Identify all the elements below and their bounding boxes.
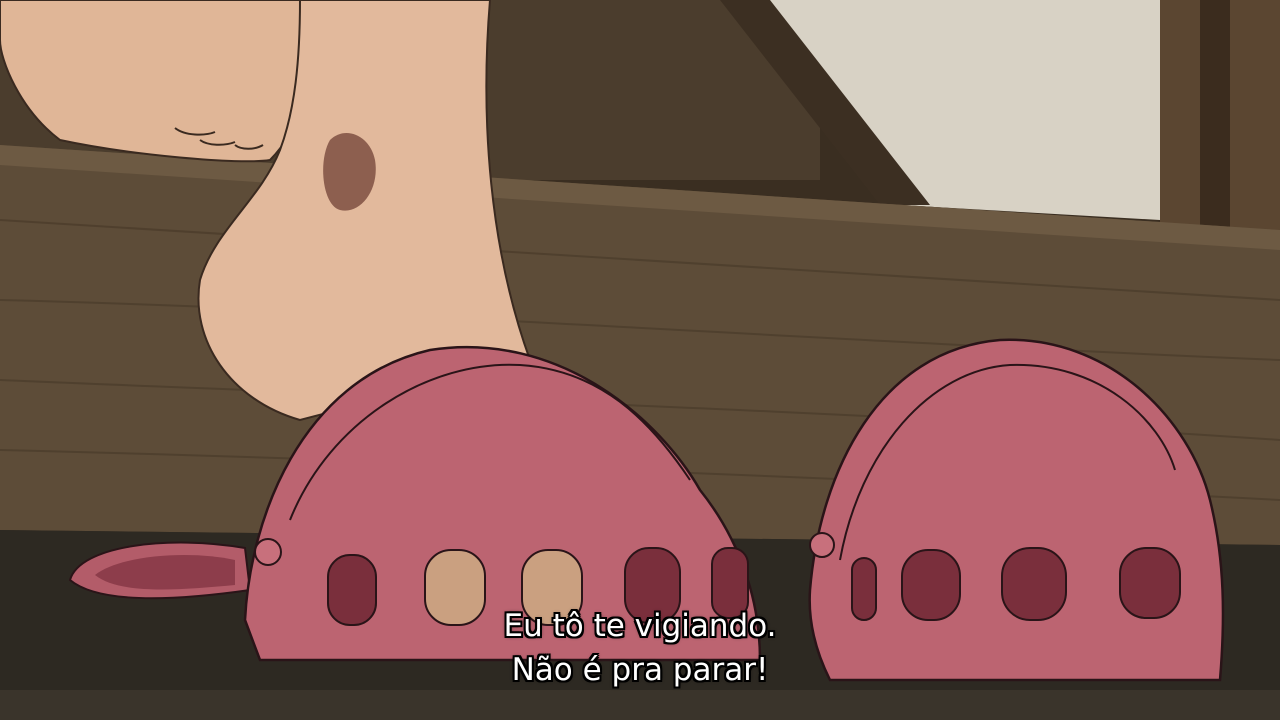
subtitle <box>0 604 1280 692</box>
subtitle-line-1: Eu tô te vigiando. <box>503 608 777 644</box>
door-edge <box>1200 0 1230 230</box>
subtitle-line-2: Não é pra parar! <box>511 652 769 688</box>
